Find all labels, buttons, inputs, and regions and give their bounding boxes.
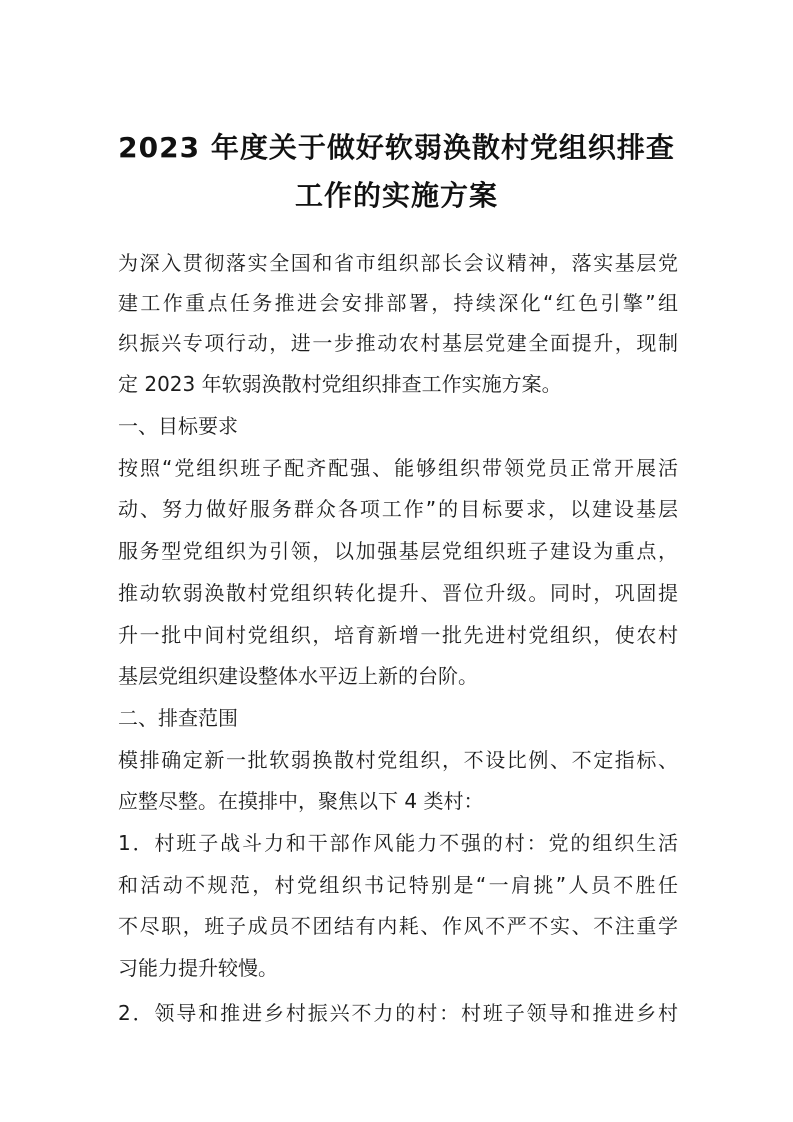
list-item-2-line-1: 2．领导和推进乡村振兴不力的村：村班子领导和推进乡村	[118, 1001, 678, 1025]
body-line-6: 按照“党组织班子配齐配强、能够组织带领党员正常开展活	[118, 456, 678, 480]
document-title-line-2: 工作的实施方案	[294, 179, 498, 212]
body-line-8: 服务型党组织为引领，以加强基层党组织班子建设为重点，	[118, 539, 678, 563]
body-line-7: 动、努力做好服务群众各项工作”的目标要求，以建设基层	[118, 497, 678, 521]
body-line-3: 织振兴专项行动，进一步推动农村基层党建全面提升，现制	[118, 331, 678, 355]
body-line-4: 定 2023 年软弱涣散村党组织排查工作实施方案。	[118, 372, 562, 396]
list-item-1-line-3: 不尽职，班子成员不团结有内耗、作风不严不实、不注重学	[118, 914, 678, 938]
body-line-13: 模排确定新一批软弱换散村党组织，不设比例、不定指标、	[118, 748, 678, 772]
body-line-1: 为深入贯彻落实全国和省市组织部长会议精神，落实基层党	[118, 251, 678, 275]
list-item-1-line-4: 习能力提升较慢。	[118, 956, 278, 980]
body-line-14: 应整尽整。在摸排中，聚焦以下 4 类村：	[118, 789, 484, 813]
body-line-11: 基层党组织建设整体水平迈上新的台阶。	[118, 664, 478, 688]
body-line-10: 升一批中间村党组织，培育新增一批先进村党组织，使农村	[118, 623, 678, 647]
list-item-1-line-2: 和活动不规范，村党组织书记特别是“一肩挑”人员不胜任	[118, 873, 678, 897]
body-line-2: 建工作重点任务推进会安排部署，持续深化“红色引擎”组	[118, 291, 678, 315]
body-line-9: 推动软弱涣散村党组织转化提升、晋位升级。同时，巩固提	[118, 581, 678, 605]
section-heading-scope: 二、排查范围	[118, 706, 238, 730]
document-title-line-1: 2023 年度关于做好软弱涣散村党组织排查	[118, 131, 675, 164]
list-item-1-line-1: 1．村班子战斗力和干部作风能力不强的村：党的组织生活	[118, 831, 678, 855]
section-heading-goals: 一、目标要求	[118, 414, 238, 438]
